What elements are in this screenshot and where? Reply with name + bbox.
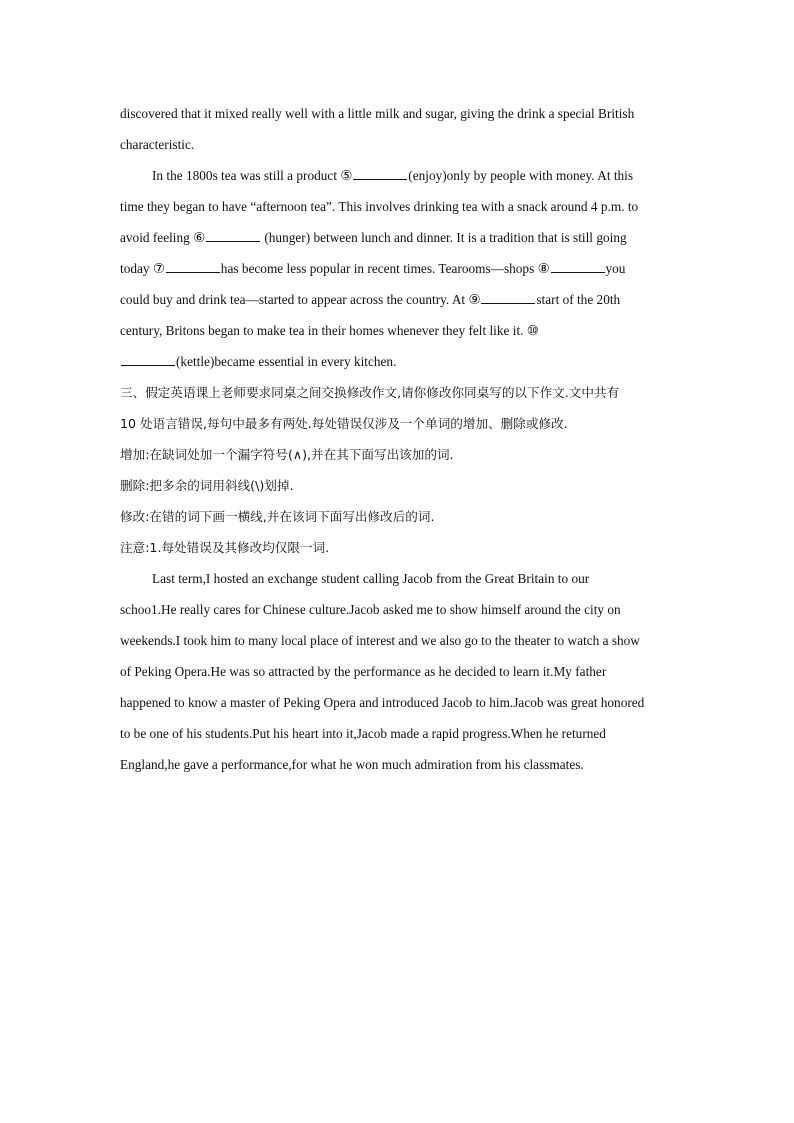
section-heading: 三、假定英语课上老师要求同桌之间交换修改作文,请你修改你同桌写的以下作文.文中共有: [120, 385, 620, 400]
passage-line: century, Britons began to make tea in their homes whenever they felt like it. ⑩: [120, 323, 539, 338]
essay-line: Last term,I hosted an exchange student calling Jacob from the Great Britain to our: [152, 571, 590, 586]
answer-blank-10[interactable]: [121, 354, 175, 366]
passage-text: (hunger) between lunch and dinner. It is a tradition that is still going: [261, 230, 627, 245]
essay-line: to be one of his students.Put his heart into it,Jacob made a rapid progress.When he returned: [120, 726, 606, 741]
document-page: [120, 98, 676, 780]
instruction-note: 注意:1.每处错误及其修改均仅限一词.: [120, 540, 330, 555]
answer-blank-8[interactable]: [551, 261, 605, 273]
passage-text: today ⑦: [120, 261, 165, 276]
passage-line: discovered that it mixed really well with a little milk and sugar, giving the drink a special British: [120, 106, 635, 121]
essay-line: England,he gave a performance,for what he won much admiration from his classmates.: [120, 757, 584, 772]
passage-line: [120, 253, 676, 284]
essay-line: weekends.I took him to many local place of interest and we also go to the theater to watch a show: [120, 633, 640, 648]
passage-text: (enjoy)only by people with money. At this: [408, 168, 634, 183]
answer-blank-9[interactable]: [481, 292, 535, 304]
answer-blank-5[interactable]: [353, 168, 407, 180]
passage-text: could buy and drink tea—started to appear across the country. At ⑨: [120, 292, 481, 307]
instruction-modify: 修改:在错的词下画一横线,并在该词下面写出修改后的词.: [120, 509, 435, 524]
passage-line: [120, 222, 676, 253]
answer-blank-6[interactable]: [206, 230, 260, 242]
passage-text: avoid feeling ⑥: [120, 230, 206, 245]
answer-blank-7[interactable]: [166, 261, 220, 273]
passage-line: characteristic.: [120, 137, 195, 152]
instruction-add: 增加:在缺词处加一个漏字符号(∧),并在其下面写出该加的词.: [120, 447, 454, 462]
essay-line: of Peking Opera.He was so attracted by the performance as he decided to learn it.My father: [120, 664, 607, 679]
passage-line: time they began to have “afternoon tea”. This involves drinking tea with a snack around 4 p.m. to: [120, 199, 639, 214]
instruction-delete: 删除:把多余的词用斜线(\)划掉.: [120, 478, 294, 493]
passage-text: In the 1800s tea was still a product ⑤: [152, 168, 353, 183]
passage-text: has become less popular in recent times. Tearooms—shops ⑧: [220, 261, 550, 276]
passage-line: [120, 284, 676, 315]
passage-text: (kettle)became essential in every kitchen.: [176, 354, 397, 369]
essay-line: happened to know a master of Peking Opera and introduced Jacob to him.Jacob was great honored: [120, 695, 645, 710]
essay-line: schoo1.He really cares for Chinese culture.Jacob asked me to show himself around the city on: [120, 602, 621, 617]
passage-text: you: [605, 261, 626, 276]
passage-text: start of the 20th: [536, 292, 621, 307]
passage-line: [120, 160, 676, 191]
section-instructions: 10 处语言错误,每句中最多有两处.每处错误仅涉及一个单词的增加、删除或修改.: [120, 416, 568, 431]
passage-line: [120, 346, 676, 377]
